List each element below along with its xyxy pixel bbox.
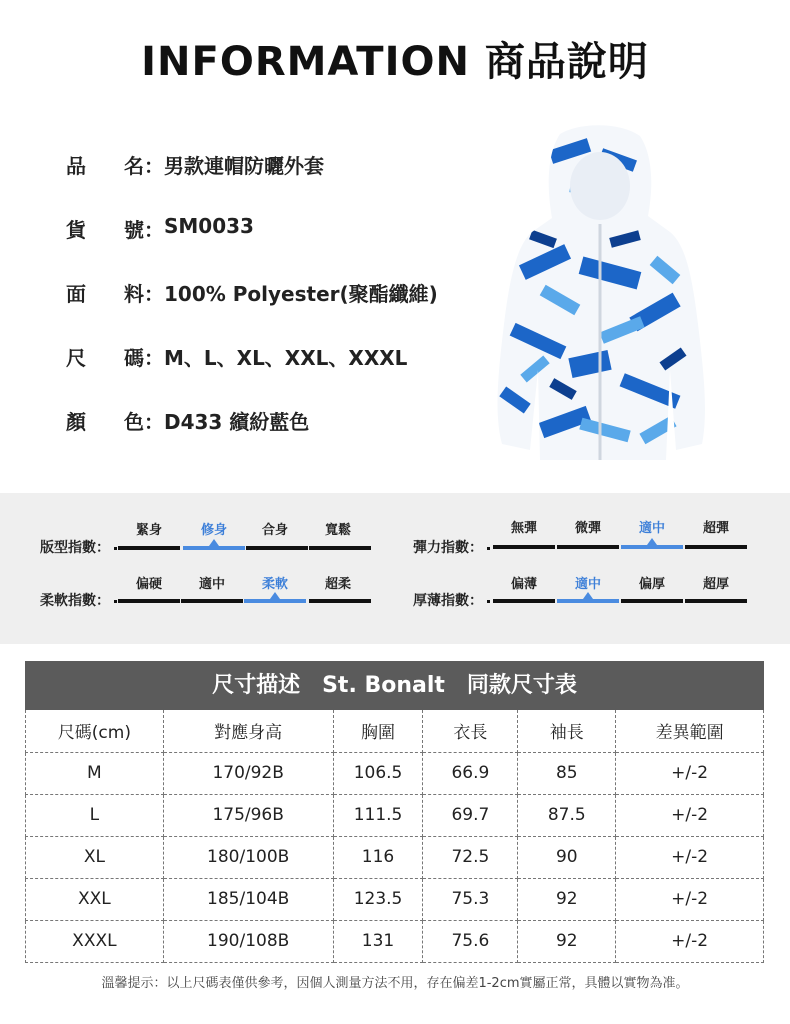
separator: ： [144,282,164,306]
jacket-product-image [480,124,710,470]
fit-bar [309,546,371,550]
info-row-size [66,342,438,406]
selected-marker-icon [209,539,219,546]
fit-bar [246,546,308,550]
table-cell: M [26,752,164,794]
label-char: 料 [124,282,144,306]
table-cell: 75.6 [423,920,518,962]
label-char: 尺 [66,346,86,370]
stretch-bar-selected [621,545,683,549]
item-no-value: SM0033 [164,214,254,238]
thickness-option-selected: 適中 [574,577,601,592]
size-note: 溫馨提示：以上尺碼表僅供參考，因個人測量方法不用，存在偏差1-2cm實屬正常，具體以實物為准。 [101,976,689,991]
label-char: 品 [66,154,86,178]
label-char: 名 [124,154,144,178]
dot [114,547,117,550]
info-row-fabric [66,278,438,342]
label-char: 號 [124,218,144,242]
table-cell: 170/92B [163,752,333,794]
softness-option-selected: 柔軟 [261,577,288,592]
thickness-option: 超厚 [702,577,729,592]
stretch-option: 微彈 [574,521,601,536]
table-cell: +/-2 [616,836,764,878]
table-cell: 92 [518,878,616,920]
table-row [26,836,764,878]
table-cell: XL [26,836,164,878]
size-table-title: 尺寸描述 St. Bonalt 同款尺寸表 [25,661,764,710]
info-row-name [66,150,438,214]
fit-option: 緊身 [135,523,162,538]
dot [487,600,490,603]
info-label [66,406,144,435]
label-char: 顏 [66,410,86,434]
table-cell: +/-2 [616,878,764,920]
fit-index-panel [0,493,790,644]
stretch-option: 無彈 [510,521,537,536]
fit-option-selected: 修身 [200,523,227,538]
table-cell: 111.5 [333,794,423,836]
selected-marker-icon [647,538,657,545]
fit-index-label: 版型指數： [40,540,110,556]
thickness-bar [493,599,555,603]
product-name-value: 男款連帽防曬外套 [164,154,324,178]
thickness-bar [621,599,683,603]
thickness-option: 偏薄 [510,577,537,592]
thickness-bar-selected [557,599,619,603]
table-header-row [26,710,764,752]
info-row-color [66,406,438,470]
info-label [66,214,144,243]
table-cell: 123.5 [333,878,423,920]
table-cell: +/-2 [616,794,764,836]
table-cell: 72.5 [423,836,518,878]
dot [487,547,490,550]
page-title: INFORMATION 商品說明 [141,39,649,85]
thickness-option: 偏厚 [638,577,665,592]
stretch-bar [685,545,747,549]
fit-bar-selected [183,546,245,550]
table-row [26,920,764,962]
fit-option: 合身 [261,523,288,538]
table-cell: 131 [333,920,423,962]
thickness-bar [685,599,747,603]
thickness-index-label: 厚薄指數： [413,593,483,609]
separator: ： [144,346,164,370]
fit-option: 寬鬆 [324,523,351,538]
softness-option: 超柔 [324,577,351,592]
column-header: 對應身高 [163,710,333,752]
column-header: 衣長 [423,710,518,752]
softness-bar [309,599,371,603]
dot [114,600,117,603]
label-char: 碼 [124,346,144,370]
column-header: 尺碼(cm) [26,710,164,752]
label-char: 面 [66,282,86,306]
table-cell: 92 [518,920,616,962]
table-cell: 69.7 [423,794,518,836]
table-cell: 85 [518,752,616,794]
fabric-value: 100% Polyester(聚酯纖維) [164,282,438,306]
table-cell: XXL [26,878,164,920]
info-label [66,150,144,179]
label-char: 貨 [66,218,86,242]
stretch-index-label: 彈力指數： [413,540,483,556]
table-cell: XXXL [26,920,164,962]
stretch-option-selected: 適中 [638,521,665,536]
table-cell: +/-2 [616,752,764,794]
table-cell: 175/96B [163,794,333,836]
product-info-list [66,150,438,470]
selected-marker-icon [270,592,280,599]
separator: ： [144,410,164,434]
softness-bar-selected [244,599,306,603]
softness-option: 適中 [198,577,225,592]
color-value: D433 繽紛藍色 [164,410,310,434]
separator: ： [144,154,164,178]
table-cell: L [26,794,164,836]
table-cell: 190/108B [163,920,333,962]
softness-index-label: 柔軟指數： [40,593,110,609]
table-cell: +/-2 [616,920,764,962]
label-char: 色 [124,410,144,434]
selected-marker-icon [583,592,593,599]
table-row [26,752,764,794]
column-header: 袖長 [518,710,616,752]
column-header: 差異範圍 [616,710,764,752]
table-row [26,878,764,920]
info-label [66,278,144,307]
stretch-bar [493,545,555,549]
info-row-item-no [66,214,438,278]
info-label [66,342,144,371]
table-cell: 90 [518,836,616,878]
column-header: 胸圍 [333,710,423,752]
fit-bar [118,546,180,550]
table-row [26,794,764,836]
table-cell: 116 [333,836,423,878]
table-cell: 106.5 [333,752,423,794]
size-table [25,710,764,963]
table-cell: 75.3 [423,878,518,920]
stretch-option: 超彈 [702,521,729,536]
table-cell: 66.9 [423,752,518,794]
table-cell: 180/100B [163,836,333,878]
softness-bar [118,599,180,603]
stretch-bar [557,545,619,549]
table-cell: 87.5 [518,794,616,836]
table-cell: 185/104B [163,878,333,920]
softness-bar [181,599,243,603]
size-value: M、L、XL、XXL、XXXL [164,346,408,370]
separator: ： [144,218,164,242]
softness-option: 偏硬 [135,577,162,592]
